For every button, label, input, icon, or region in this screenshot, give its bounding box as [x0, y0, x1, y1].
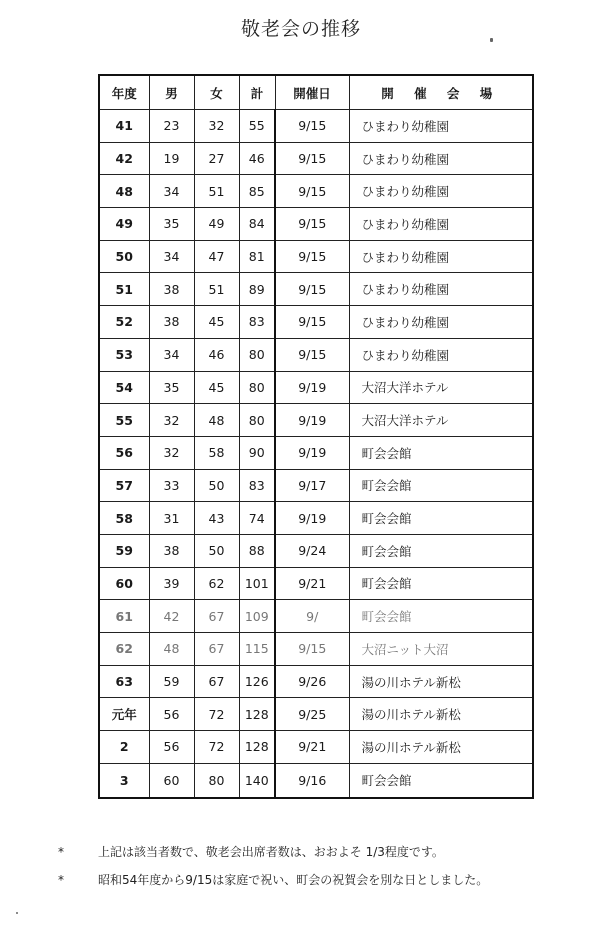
table-row [99, 142, 533, 175]
footnote-text: 上記は該当者数で、敬老会出席者数は、おおよそ 1/3程度です。 [98, 845, 444, 859]
scan-speck [16, 912, 18, 914]
cell-male: 60 [149, 763, 194, 798]
cell-total: 89 [239, 273, 275, 306]
table-header-row [99, 75, 533, 110]
cell-date: 9/19 [275, 436, 349, 469]
cell-venue: 町会会館 [349, 436, 533, 469]
cell-year: 48 [99, 175, 149, 208]
table-row [99, 534, 533, 567]
cell-female: 27 [194, 142, 239, 175]
cell-venue: ひまわり幼稚園 [349, 208, 533, 241]
header-female: 女 [194, 75, 239, 110]
asterisk-icon: * [58, 873, 64, 887]
attendance-table [98, 74, 534, 799]
cell-year: 60 [99, 567, 149, 600]
cell-female: 58 [194, 436, 239, 469]
cell-female: 45 [194, 371, 239, 404]
cell-year: 42 [99, 142, 149, 175]
cell-total: 83 [239, 306, 275, 339]
cell-female: 45 [194, 306, 239, 339]
cell-venue: 町会会館 [349, 763, 533, 798]
cell-date: 9/24 [275, 534, 349, 567]
cell-female: 62 [194, 567, 239, 600]
cell-venue: 町会会館 [349, 469, 533, 502]
cell-venue: ひまわり幼稚園 [349, 273, 533, 306]
cell-date: 9/15 [275, 273, 349, 306]
cell-female: 80 [194, 763, 239, 798]
cell-male: 23 [149, 110, 194, 143]
table-row [99, 665, 533, 698]
cell-total: 55 [239, 110, 275, 143]
cell-female: 48 [194, 404, 239, 437]
cell-female: 72 [194, 698, 239, 731]
cell-date: 9/15 [275, 633, 349, 666]
cell-date: 9/25 [275, 698, 349, 731]
cell-year: 41 [99, 110, 149, 143]
cell-venue: ひまわり幼稚園 [349, 306, 533, 339]
cell-male: 32 [149, 404, 194, 437]
cell-year: 50 [99, 240, 149, 273]
cell-total: 81 [239, 240, 275, 273]
cell-venue: ひまわり幼稚園 [349, 175, 533, 208]
cell-total: 46 [239, 142, 275, 175]
cell-total: 126 [239, 665, 275, 698]
cell-total: 74 [239, 502, 275, 535]
cell-venue: 湯の川ホテル新松 [349, 731, 533, 764]
cell-year: 52 [99, 306, 149, 339]
cell-total: 85 [239, 175, 275, 208]
cell-total: 115 [239, 633, 275, 666]
cell-date: 9/26 [275, 665, 349, 698]
cell-date: 9/15 [275, 240, 349, 273]
footnotes [58, 838, 588, 894]
cell-venue: 大沼ニット大沼 [349, 633, 533, 666]
page-title: 敬老会の推移 [240, 18, 361, 40]
cell-date: 9/15 [275, 208, 349, 241]
table-row [99, 306, 533, 339]
cell-male: 31 [149, 502, 194, 535]
cell-total: 83 [239, 469, 275, 502]
cell-venue: ひまわり幼稚園 [349, 110, 533, 143]
cell-year: 51 [99, 273, 149, 306]
cell-venue: 湯の川ホテル新松 [349, 665, 533, 698]
cell-female: 43 [194, 502, 239, 535]
header-total: 計 [239, 75, 275, 110]
cell-date: 9/21 [275, 567, 349, 600]
cell-year: 55 [99, 404, 149, 437]
cell-male: 32 [149, 436, 194, 469]
cell-total: 88 [239, 534, 275, 567]
cell-date: 9/15 [275, 110, 349, 143]
table-row [99, 240, 533, 273]
cell-year: 57 [99, 469, 149, 502]
cell-year: 61 [99, 600, 149, 633]
table-row [99, 567, 533, 600]
cell-year: 53 [99, 338, 149, 371]
cell-female: 51 [194, 175, 239, 208]
cell-total: 80 [239, 404, 275, 437]
cell-date: 9/15 [275, 175, 349, 208]
cell-year: 56 [99, 436, 149, 469]
header-year: 年度 [99, 75, 149, 110]
cell-date: 9/16 [275, 763, 349, 798]
cell-venue: 町会会館 [349, 534, 533, 567]
cell-male: 35 [149, 371, 194, 404]
cell-year: 62 [99, 633, 149, 666]
cell-male: 48 [149, 633, 194, 666]
table-row [99, 698, 533, 731]
cell-female: 67 [194, 633, 239, 666]
cell-male: 38 [149, 534, 194, 567]
cell-female: 72 [194, 731, 239, 764]
cell-total: 84 [239, 208, 275, 241]
cell-total: 128 [239, 731, 275, 764]
cell-venue: 大沼大洋ホテル [349, 404, 533, 437]
cell-male: 42 [149, 600, 194, 633]
cell-female: 46 [194, 338, 239, 371]
cell-male: 34 [149, 338, 194, 371]
cell-venue: ひまわり幼稚園 [349, 142, 533, 175]
table-row [99, 436, 533, 469]
footnote [58, 866, 588, 894]
table-row [99, 110, 533, 143]
cell-male: 38 [149, 273, 194, 306]
cell-female: 50 [194, 534, 239, 567]
cell-male: 35 [149, 208, 194, 241]
header-male: 男 [149, 75, 194, 110]
cell-date: 9/15 [275, 306, 349, 339]
cell-venue: 湯の川ホテル新松 [349, 698, 533, 731]
cell-male: 34 [149, 240, 194, 273]
cell-year: 58 [99, 502, 149, 535]
cell-year: 59 [99, 534, 149, 567]
cell-venue: ひまわり幼稚園 [349, 240, 533, 273]
cell-venue: 町会会館 [349, 567, 533, 600]
cell-year: 49 [99, 208, 149, 241]
cell-total: 90 [239, 436, 275, 469]
cell-venue: 町会会館 [349, 502, 533, 535]
table-row [99, 371, 533, 404]
footnote-text: 昭和54年度から9/15は家庭で祝い、町会の祝賀会を別な日としました。 [98, 873, 489, 887]
cell-year: 54 [99, 371, 149, 404]
table-row [99, 469, 533, 502]
header-date: 開催日 [275, 75, 349, 110]
cell-male: 34 [149, 175, 194, 208]
cell-date: 9/ [275, 600, 349, 633]
cell-total: 80 [239, 338, 275, 371]
table-row [99, 208, 533, 241]
table-row [99, 273, 533, 306]
cell-date: 9/15 [275, 142, 349, 175]
cell-total: 101 [239, 567, 275, 600]
scan-speck [490, 38, 493, 42]
cell-date: 9/15 [275, 338, 349, 371]
asterisk-icon: * [58, 845, 64, 859]
cell-male: 39 [149, 567, 194, 600]
table-row [99, 404, 533, 437]
cell-male: 33 [149, 469, 194, 502]
cell-year: 63 [99, 665, 149, 698]
cell-male: 38 [149, 306, 194, 339]
cell-male: 56 [149, 698, 194, 731]
cell-total: 140 [239, 763, 275, 798]
cell-total: 128 [239, 698, 275, 731]
table-row [99, 175, 533, 208]
cell-date: 9/17 [275, 469, 349, 502]
cell-date: 9/19 [275, 502, 349, 535]
cell-total: 80 [239, 371, 275, 404]
cell-venue: ひまわり幼稚園 [349, 338, 533, 371]
cell-female: 49 [194, 208, 239, 241]
cell-female: 67 [194, 665, 239, 698]
cell-female: 32 [194, 110, 239, 143]
cell-male: 56 [149, 731, 194, 764]
table-row [99, 600, 533, 633]
cell-date: 9/19 [275, 404, 349, 437]
cell-venue: 大沼大洋ホテル [349, 371, 533, 404]
cell-date: 9/19 [275, 371, 349, 404]
table-row [99, 763, 533, 798]
cell-female: 51 [194, 273, 239, 306]
cell-male: 59 [149, 665, 194, 698]
cell-male: 19 [149, 142, 194, 175]
header-venue: 開 催 会 場 [349, 75, 533, 110]
table-row [99, 633, 533, 666]
cell-female: 67 [194, 600, 239, 633]
table-row [99, 731, 533, 764]
cell-female: 50 [194, 469, 239, 502]
table-row [99, 502, 533, 535]
cell-female: 47 [194, 240, 239, 273]
cell-venue: 町会会館 [349, 600, 533, 633]
cell-total: 109 [239, 600, 275, 633]
cell-year: 3 [99, 763, 149, 798]
cell-date: 9/21 [275, 731, 349, 764]
footnote [58, 838, 588, 866]
table-row [99, 338, 533, 371]
cell-year: 2 [99, 731, 149, 764]
cell-year: 元年 [99, 698, 149, 731]
